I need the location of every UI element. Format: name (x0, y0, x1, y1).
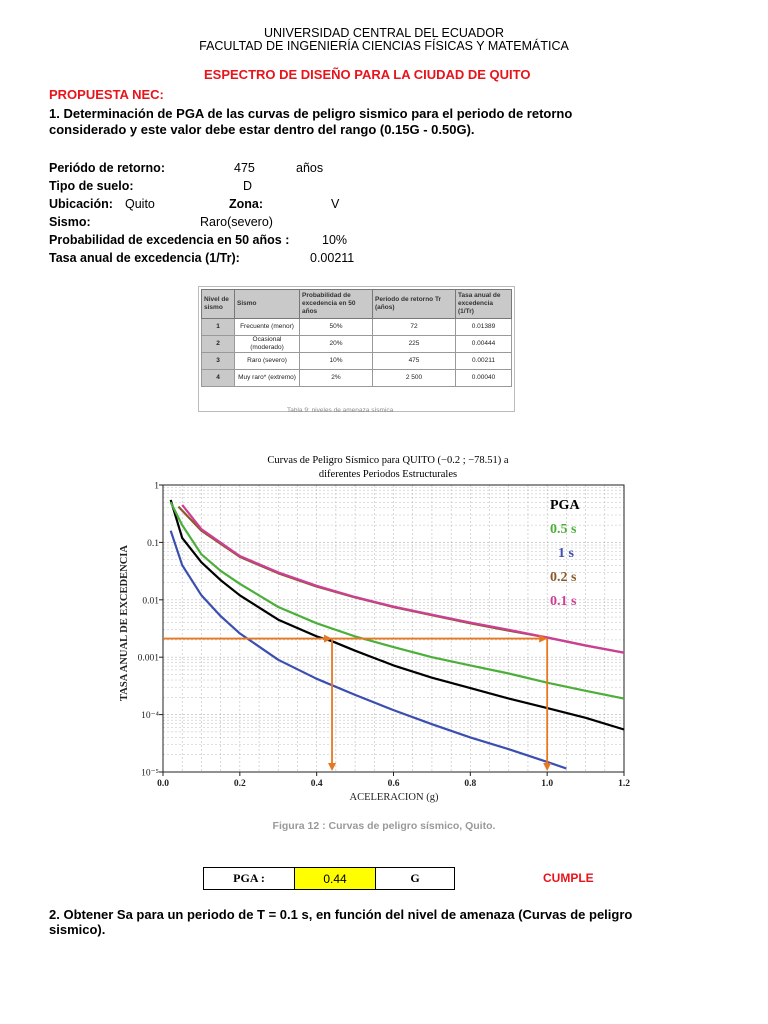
table-cell: 0.00211 (456, 353, 512, 370)
table-header: Probabilidad de excedencia en 50 años (300, 290, 373, 319)
table-cell: 72 (373, 319, 456, 336)
table-cell: 475 (373, 353, 456, 370)
y-tick-label: 0.01 (142, 596, 159, 607)
x-tick-label: 0.0 (157, 779, 169, 789)
table-cell: 0.01389 (456, 319, 512, 336)
figure-caption: Figura 12 : Curvas de peligro sísmico, Quito. (272, 820, 496, 832)
probability-label: Probabilidad de excedencia en 50 años : (49, 233, 290, 247)
zone-value: V (331, 197, 340, 211)
arrow-head (328, 763, 336, 771)
arrow-head (543, 763, 551, 771)
y-tick-label: 10⁻⁵ (141, 768, 159, 779)
y-axis-label: TASA ANUAL DE EXCEDENCIA (119, 545, 130, 701)
quake-value: Raro(severo) (200, 215, 273, 229)
hazard-curves-chart (105, 447, 635, 819)
faculty-name: FACULTAD DE INGENIERÍA CIENCIAS FÍSICAS Y MATEMÁTICA (199, 39, 569, 53)
annual-rate-value: 0.00211 (310, 251, 355, 265)
return-period-label: Periódo de retorno: (49, 161, 165, 175)
table-cell: Muy raro* (extremo) (235, 370, 300, 387)
table-cell: Ocasional (moderado) (235, 336, 300, 353)
x-tick-label: 0.2 (233, 779, 246, 789)
table-header: Sismo (235, 290, 300, 319)
table-row (202, 336, 512, 353)
table-cell: 4 (202, 370, 235, 387)
x-tick-label: 0.8 (464, 779, 477, 789)
x-tick-label: 1.2 (618, 779, 630, 789)
chart-title-line2: diferentes Periodos Estructurales (318, 469, 458, 480)
step1-text: 1. Determinación de PGA de las curvas de peligro sismico para el periodo de retorno considerado y este valor debe estar dentro del rango (0.15G - 0.50G). (49, 106, 573, 137)
y-tick-label: 1 (154, 481, 159, 492)
chart-legend (550, 498, 580, 609)
y-tick-label: 0.1 (147, 538, 159, 549)
table-cell: 1 (202, 319, 235, 336)
y-tick-label: 10⁻⁴ (141, 711, 159, 722)
series-line-1-s (171, 531, 567, 769)
table-cell: 2% (300, 370, 373, 387)
section2-continuation: sismico). (49, 922, 106, 937)
table-header: Nivel de sismo (202, 290, 235, 319)
legend-label: 1 s (558, 546, 574, 561)
legend-label: 0.1 s (550, 594, 577, 609)
x-tick-label: 1.0 (541, 779, 554, 789)
table-cell: 2 500 (373, 370, 456, 387)
location-label: Ubicación: (49, 197, 113, 211)
probability-value: 10% (322, 233, 348, 247)
pga-unit: G (410, 871, 420, 885)
table-header: Período de retorno Tr (años) (373, 290, 456, 319)
return-period-unit: años (296, 161, 324, 175)
chart-series (171, 500, 624, 769)
table-caption: Tabla 9: niveles de amenaza sísmica (287, 407, 394, 414)
location-value: Quito (125, 197, 155, 211)
table-header: Tasa anual de excedencia (1/Tr) (456, 290, 512, 319)
section2-text: 2. Obtener Sa para un periodo de T = 0.1 s, en función del nivel de amenaza (Curvas de peligro (49, 907, 633, 922)
soil-value: D (243, 179, 253, 193)
page-title: ESPECTRO DE DISEÑO PARA LA CIUDAD DE QUITO (204, 67, 531, 82)
return-period-value: 475 (234, 161, 255, 175)
zone-label: Zona: (229, 197, 264, 211)
x-tick-label: 0.4 (310, 779, 323, 789)
soil-label: Tipo de suelo: (49, 179, 134, 193)
annual-rate-label: Tasa anual de excedencia (1/Tr): (49, 251, 240, 265)
x-axis-label: ACELERACION (g) (349, 792, 439, 803)
pga-result-box (203, 867, 455, 890)
table-cell: Frecuente (menor) (235, 319, 300, 336)
table-cell: 20% (300, 336, 373, 353)
table-cell: 225 (373, 336, 456, 353)
table-cell: 50% (300, 319, 373, 336)
hazard-levels-table (198, 286, 515, 412)
table-row (202, 353, 512, 370)
pga-label: PGA : (204, 868, 295, 889)
quake-label: Sismo: (49, 215, 91, 229)
table-cell: Raro (severo) (235, 353, 300, 370)
chart-title-line1: Curvas de Peligro Sísmico para QUITO (−0.2 ; −78.51) a (267, 455, 509, 466)
pga-value: 0.44 (295, 868, 376, 889)
table-cell: 3 (202, 353, 235, 370)
legend-label: PGA (550, 498, 580, 513)
table-cell: 0.00444 (456, 336, 512, 353)
legend-label: 0.5 s (550, 522, 577, 537)
status-badge: CUMPLE (543, 871, 594, 885)
university-name: UNIVERSIDAD CENTRAL DEL ECUADOR (263, 26, 505, 40)
table-row (202, 319, 512, 336)
table-cell: 0.00040 (456, 370, 512, 387)
proposal-label: PROPUESTA NEC: (49, 87, 164, 102)
table-cell: 2 (202, 336, 235, 353)
legend-label: 0.2 s (550, 570, 577, 585)
x-tick-label: 0.6 (387, 779, 400, 789)
chart-svg (105, 447, 635, 819)
table-cell: 10% (300, 353, 373, 370)
chart-annotations (163, 635, 551, 771)
y-tick-label: 0.001 (137, 653, 159, 664)
table-row (202, 370, 512, 387)
